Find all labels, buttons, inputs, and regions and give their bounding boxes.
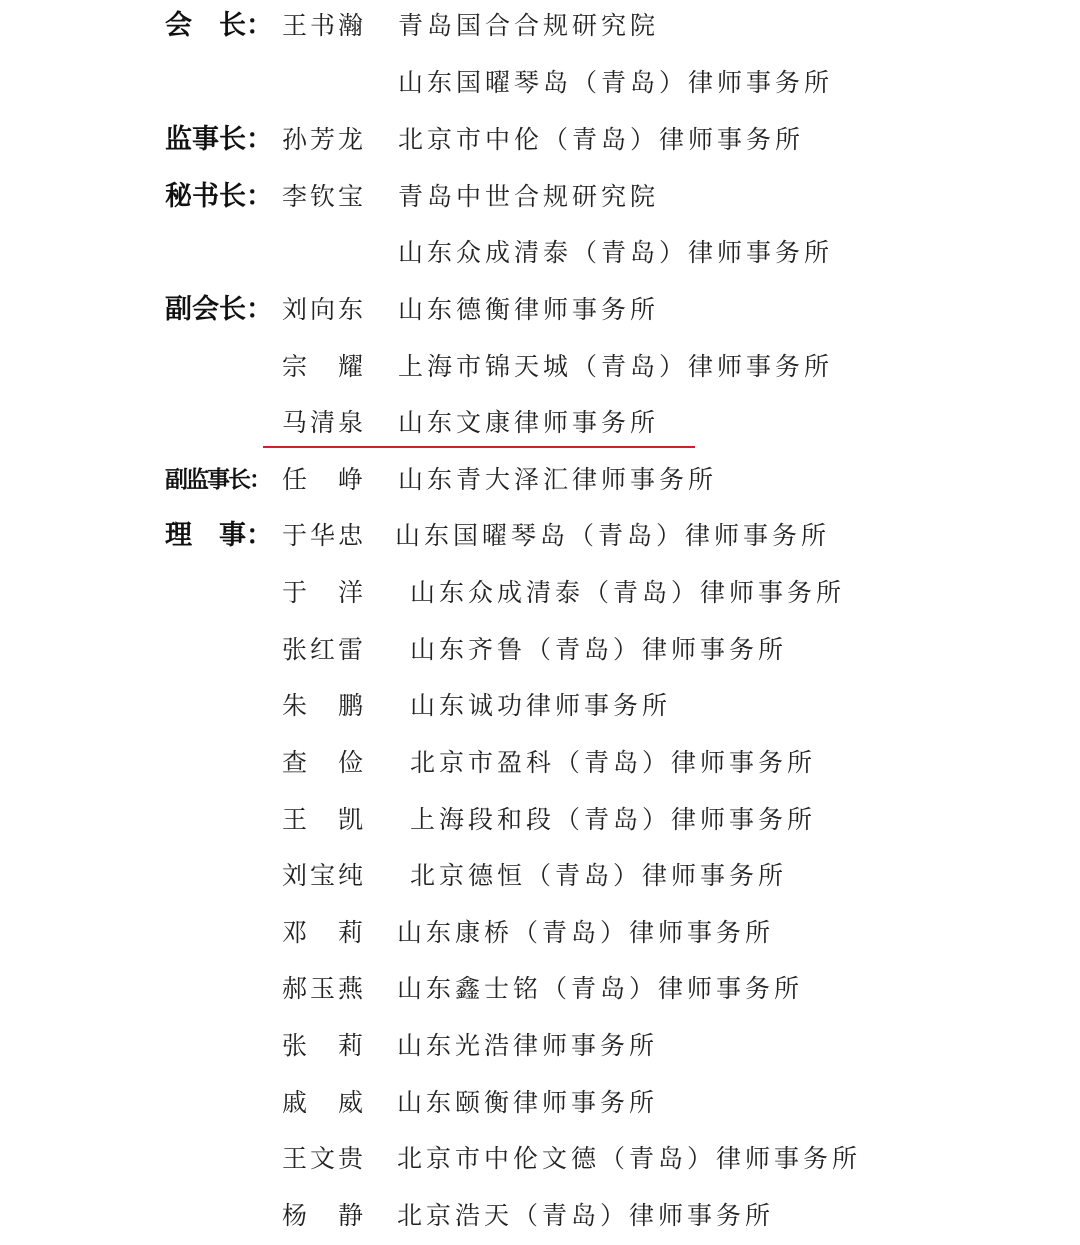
member-organization: 山东齐鲁（青岛）律师事务所 bbox=[410, 635, 788, 664]
member-organization: 北京浩天（青岛）律师事务所 bbox=[397, 1201, 775, 1230]
member-organization: 山东康桥（青岛）律师事务所 bbox=[397, 918, 775, 947]
member-row bbox=[0, 233, 1080, 273]
member-row bbox=[0, 1026, 1080, 1066]
member-organization: 山东鑫士铭（青岛）律师事务所 bbox=[397, 974, 804, 1003]
member-organization: 山东众成清泰（青岛）律师事务所 bbox=[410, 578, 846, 607]
member-name: 张 莉 bbox=[282, 1031, 367, 1060]
member-name: 孙芳龙 bbox=[282, 125, 367, 154]
member-name: 查 俭 bbox=[282, 748, 367, 777]
member-organization: 青岛国合合规研究院 bbox=[398, 11, 660, 40]
member-name: 刘向东 bbox=[282, 295, 367, 324]
member-organization: 上海段和段（青岛）律师事务所 bbox=[410, 805, 817, 834]
position-title: 会 长： bbox=[165, 10, 273, 41]
member-organization: 北京市中伦（青岛）律师事务所 bbox=[398, 125, 805, 154]
member-row bbox=[0, 6, 1080, 46]
member-organization: 山东德衡律师事务所 bbox=[398, 295, 660, 324]
position-title: 副会长： bbox=[165, 294, 273, 325]
member-name: 朱 鹏 bbox=[282, 691, 367, 720]
member-name: 于华忠 bbox=[282, 521, 367, 550]
member-row bbox=[0, 969, 1080, 1009]
member-organization: 山东众成清泰（青岛）律师事务所 bbox=[398, 238, 834, 267]
position-title: 理 事： bbox=[165, 520, 273, 551]
member-row bbox=[0, 63, 1080, 103]
member-row bbox=[0, 403, 1080, 443]
member-row bbox=[0, 1139, 1080, 1179]
position-title: 秘书长： bbox=[165, 181, 273, 212]
member-name: 王 凯 bbox=[282, 805, 367, 834]
member-row bbox=[0, 1083, 1080, 1123]
member-name: 戚 威 bbox=[282, 1088, 367, 1117]
member-row bbox=[0, 460, 1080, 500]
member-row bbox=[0, 573, 1080, 613]
member-organization: 北京德恒（青岛）律师事务所 bbox=[410, 861, 788, 890]
member-row bbox=[0, 177, 1080, 217]
member-name: 刘宝纯 bbox=[282, 861, 367, 890]
member-name: 宗 耀 bbox=[282, 352, 367, 381]
member-name: 张红雷 bbox=[282, 635, 367, 664]
member-organization: 山东诚功律师事务所 bbox=[410, 691, 672, 720]
member-name: 任 峥 bbox=[282, 465, 367, 494]
member-row bbox=[0, 743, 1080, 783]
highlight-underline bbox=[263, 446, 695, 448]
member-name: 于 洋 bbox=[282, 578, 367, 607]
position-title: 监事长： bbox=[165, 124, 273, 155]
member-row bbox=[0, 120, 1080, 160]
member-organization: 上海市锦天城（青岛）律师事务所 bbox=[398, 352, 834, 381]
member-row bbox=[0, 630, 1080, 670]
member-name: 郝玉燕 bbox=[282, 974, 367, 1003]
member-organization: 山东青大泽汇律师事务所 bbox=[398, 465, 718, 494]
position-title: 副监事长： bbox=[165, 467, 270, 493]
member-name: 马清泉 bbox=[282, 408, 367, 437]
member-row bbox=[0, 913, 1080, 953]
member-row bbox=[0, 800, 1080, 840]
member-organization: 山东国曜琴岛（青岛）律师事务所 bbox=[398, 68, 834, 97]
member-organization: 山东颐衡律师事务所 bbox=[397, 1088, 659, 1117]
member-name: 王文贵 bbox=[282, 1144, 367, 1173]
member-row bbox=[0, 290, 1080, 330]
member-organization: 青岛中世合规研究院 bbox=[398, 182, 660, 211]
member-organization: 山东文康律师事务所 bbox=[398, 408, 660, 437]
member-organization: 山东国曜琴岛（青岛）律师事务所 bbox=[395, 521, 831, 550]
member-organization: 山东光浩律师事务所 bbox=[397, 1031, 659, 1060]
member-organization: 北京市中伦文德（青岛）律师事务所 bbox=[397, 1144, 862, 1173]
member-name: 王书瀚 bbox=[282, 11, 367, 40]
member-name: 邓 莉 bbox=[282, 918, 367, 947]
member-name: 李钦宝 bbox=[282, 182, 367, 211]
member-organization: 北京市盈科（青岛）律师事务所 bbox=[410, 748, 817, 777]
member-name: 杨 静 bbox=[282, 1201, 367, 1230]
member-row bbox=[0, 686, 1080, 726]
member-row bbox=[0, 856, 1080, 896]
member-row bbox=[0, 347, 1080, 387]
member-row bbox=[0, 1196, 1080, 1236]
member-row bbox=[0, 516, 1080, 556]
